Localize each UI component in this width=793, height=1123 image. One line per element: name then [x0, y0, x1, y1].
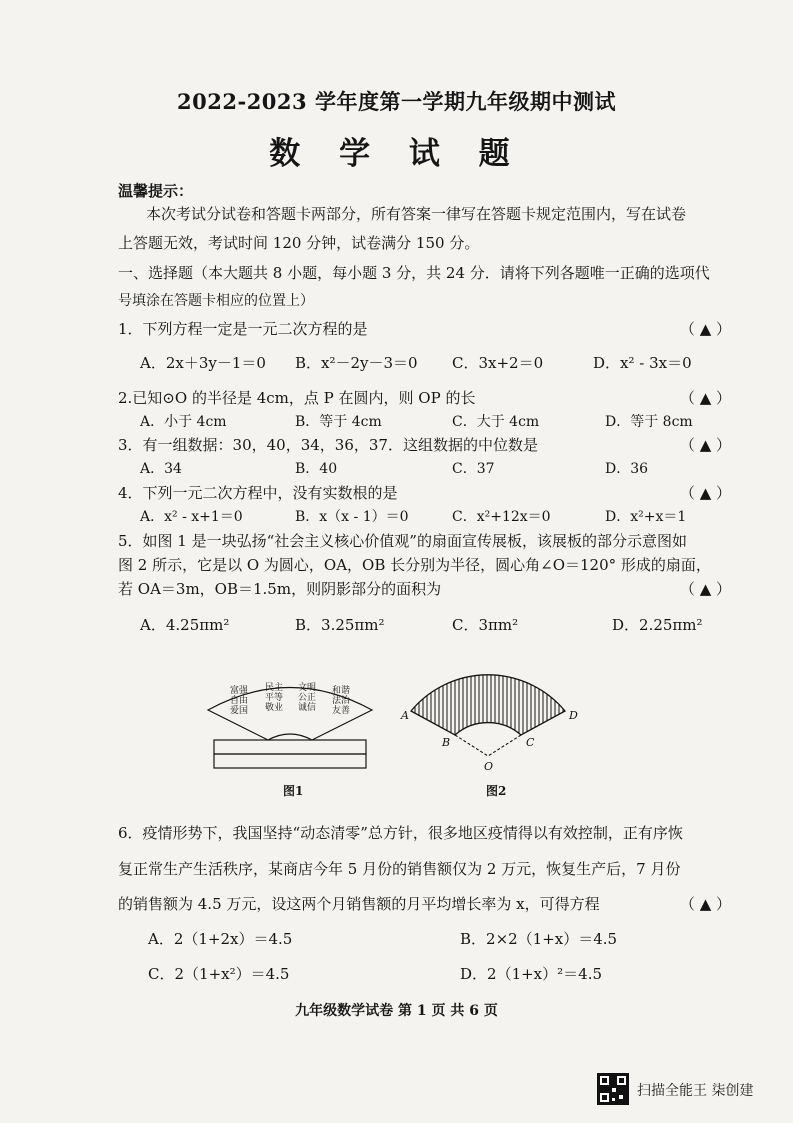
q3-option-d: D．36 — [605, 461, 649, 477]
answer-mark-1: （ ▲ ） — [679, 320, 731, 338]
q1-option-c: C．3x+2＝0 — [452, 354, 544, 372]
figure-1-label: 图1 — [283, 784, 304, 798]
q3-option-b: B．40 — [295, 461, 338, 477]
fig1-word-0-1: 自由 — [230, 696, 249, 706]
question-5-stem-line-3: 若 OA＝3m，OB＝1.5m，则阴影部分的面积为 — [118, 580, 442, 598]
answer-mark-4: （ ▲ ） — [679, 484, 731, 502]
figure-2-sector-diagram — [398, 664, 588, 776]
fig1-word-2-1: 公正 — [298, 693, 317, 703]
fig1-word-3-1: 法治 — [332, 696, 351, 706]
q3-option-c: C．37 — [452, 461, 495, 477]
tips-line-1: 本次考试分试卷和答题卡两部分，所有答案一律写在答题卡规定范围内，写在试卷 — [146, 205, 687, 223]
q2-option-b: B．等于 4cm — [295, 414, 382, 430]
fig1-word-3-2: 友善 — [332, 706, 351, 716]
fig1-word-2-0: 文明 — [298, 683, 317, 693]
q6-option-c: C．2（1+x²）＝4.5 — [148, 965, 290, 983]
tips-line-2: 上答题无效，考试时间 120 分钟，试卷满分 150 分。 — [118, 234, 480, 252]
q2-option-a: A．小于 4cm — [140, 414, 227, 430]
q1-option-b: B．x²－2y－3＝0 — [295, 354, 418, 372]
section-1-heading-cont: 号填涂在答题卡相应的位置上） — [118, 293, 314, 309]
q5-option-d: D．2.25πm² — [612, 616, 703, 634]
point-c-label: C — [526, 736, 535, 749]
fig1-word-1-0: 民主 — [265, 683, 284, 693]
question-4-stem: 4．下列一元二次方程中，没有实数根的是 — [118, 484, 398, 502]
question-6-stem-line-3: 的销售额为 4.5 万元，设这两个月销售额的月平均增长率为 x，可得方程 — [118, 895, 600, 913]
answer-mark-6: （ ▲ ） — [679, 895, 731, 913]
q4-option-a: A．x² - x+1＝0 — [140, 509, 243, 525]
question-5-stem-line-2: 图 2 所示，它是以 O 为圆心，OA，OB 长分别为半径，圆心角∠O＝120° 形成的扇面， — [118, 556, 711, 574]
figure-2-label: 图2 — [486, 784, 507, 798]
q6-option-b: B．2×2（1+x）＝4.5 — [460, 930, 618, 948]
q4-option-d: D．x²+x＝1 — [605, 509, 687, 525]
q5-option-a: A．4.25πm² — [140, 616, 230, 634]
q2-option-c: C．大于 4cm — [452, 414, 540, 430]
answer-mark-2: （ ▲ ） — [679, 389, 731, 407]
question-6-stem-line-1: 6．疫情形势下，我国坚持“动态清零”总方针，很多地区疫情得以有效控制，正有序恢 — [118, 824, 683, 842]
q4-option-b: B．x（x - 1）＝0 — [295, 509, 409, 525]
fig1-word-2-2: 诚信 — [298, 703, 317, 713]
question-5-stem-line-1: 5．如图 1 是一块弘扬“社会主义核心价值观”的扇面宣传展板，该展板的部分示意图如 — [118, 532, 687, 550]
qr-code-icon — [597, 1073, 629, 1105]
question-3-stem: 3．有一组数据：30，40，34，36，37．这组数据的中位数是 — [118, 436, 538, 454]
q1-option-d: D．x² - 3x＝0 — [593, 354, 692, 372]
q4-option-c: C．x²+12x＝0 — [452, 509, 551, 525]
subject-title: 数 学 试 题 — [269, 136, 524, 172]
point-a-label: A — [401, 709, 409, 722]
q6-option-d: D．2（1+x）²＝4.5 — [460, 965, 603, 983]
scanner-watermark: 扫描全能王 柒创建 — [637, 1083, 754, 1099]
point-b-label: B — [442, 736, 451, 749]
figure-1-fan-board — [200, 670, 380, 795]
exam-title: 2022-2023 学年度第一学期九年级期中测试 — [177, 89, 616, 114]
fig1-word-1-2: 敬业 — [265, 703, 284, 713]
point-o-label: O — [484, 760, 494, 773]
point-d-label: D — [569, 709, 578, 722]
q2-option-d: D．等于 8cm — [605, 414, 693, 430]
answer-mark-3: （ ▲ ） — [679, 436, 731, 454]
fig1-word-3-0: 和谐 — [332, 686, 351, 696]
fig1-word-0-2: 爱国 — [230, 706, 249, 716]
q3-option-a: A．34 — [140, 461, 182, 477]
answer-mark-5: （ ▲ ） — [679, 580, 731, 598]
q5-option-c: C．3πm² — [452, 616, 519, 634]
tips-label: 温馨提示： — [118, 182, 194, 200]
q1-option-a: A．2x＋3y－1＝0 — [140, 354, 266, 372]
page-footer: 九年级数学试卷 第 1 页 共 6 页 — [295, 1003, 498, 1019]
question-2-stem: 2.已知⊙O 的半径是 4cm，点 P 在圆内，则 OP 的长 — [118, 389, 476, 407]
section-1-heading: 一、选择题（本大题共 8 小题，每小题 3 分，共 24 分．请将下列各题唯一正确的选项代 — [118, 264, 710, 282]
q6-option-a: A．2（1+2x）＝4.5 — [148, 930, 293, 948]
fig1-word-0-0: 富强 — [230, 686, 249, 696]
question-6-stem-line-2: 复正常生产生活秩序，某商店今年 5 月份的销售额仅为 2 万元，恢复生产后，7 月份 — [118, 860, 681, 878]
fig1-word-1-1: 平等 — [265, 693, 284, 703]
q5-option-b: B．3.25πm² — [295, 616, 385, 634]
question-1-stem: 1．下列方程一定是一元二次方程的是 — [118, 320, 368, 338]
